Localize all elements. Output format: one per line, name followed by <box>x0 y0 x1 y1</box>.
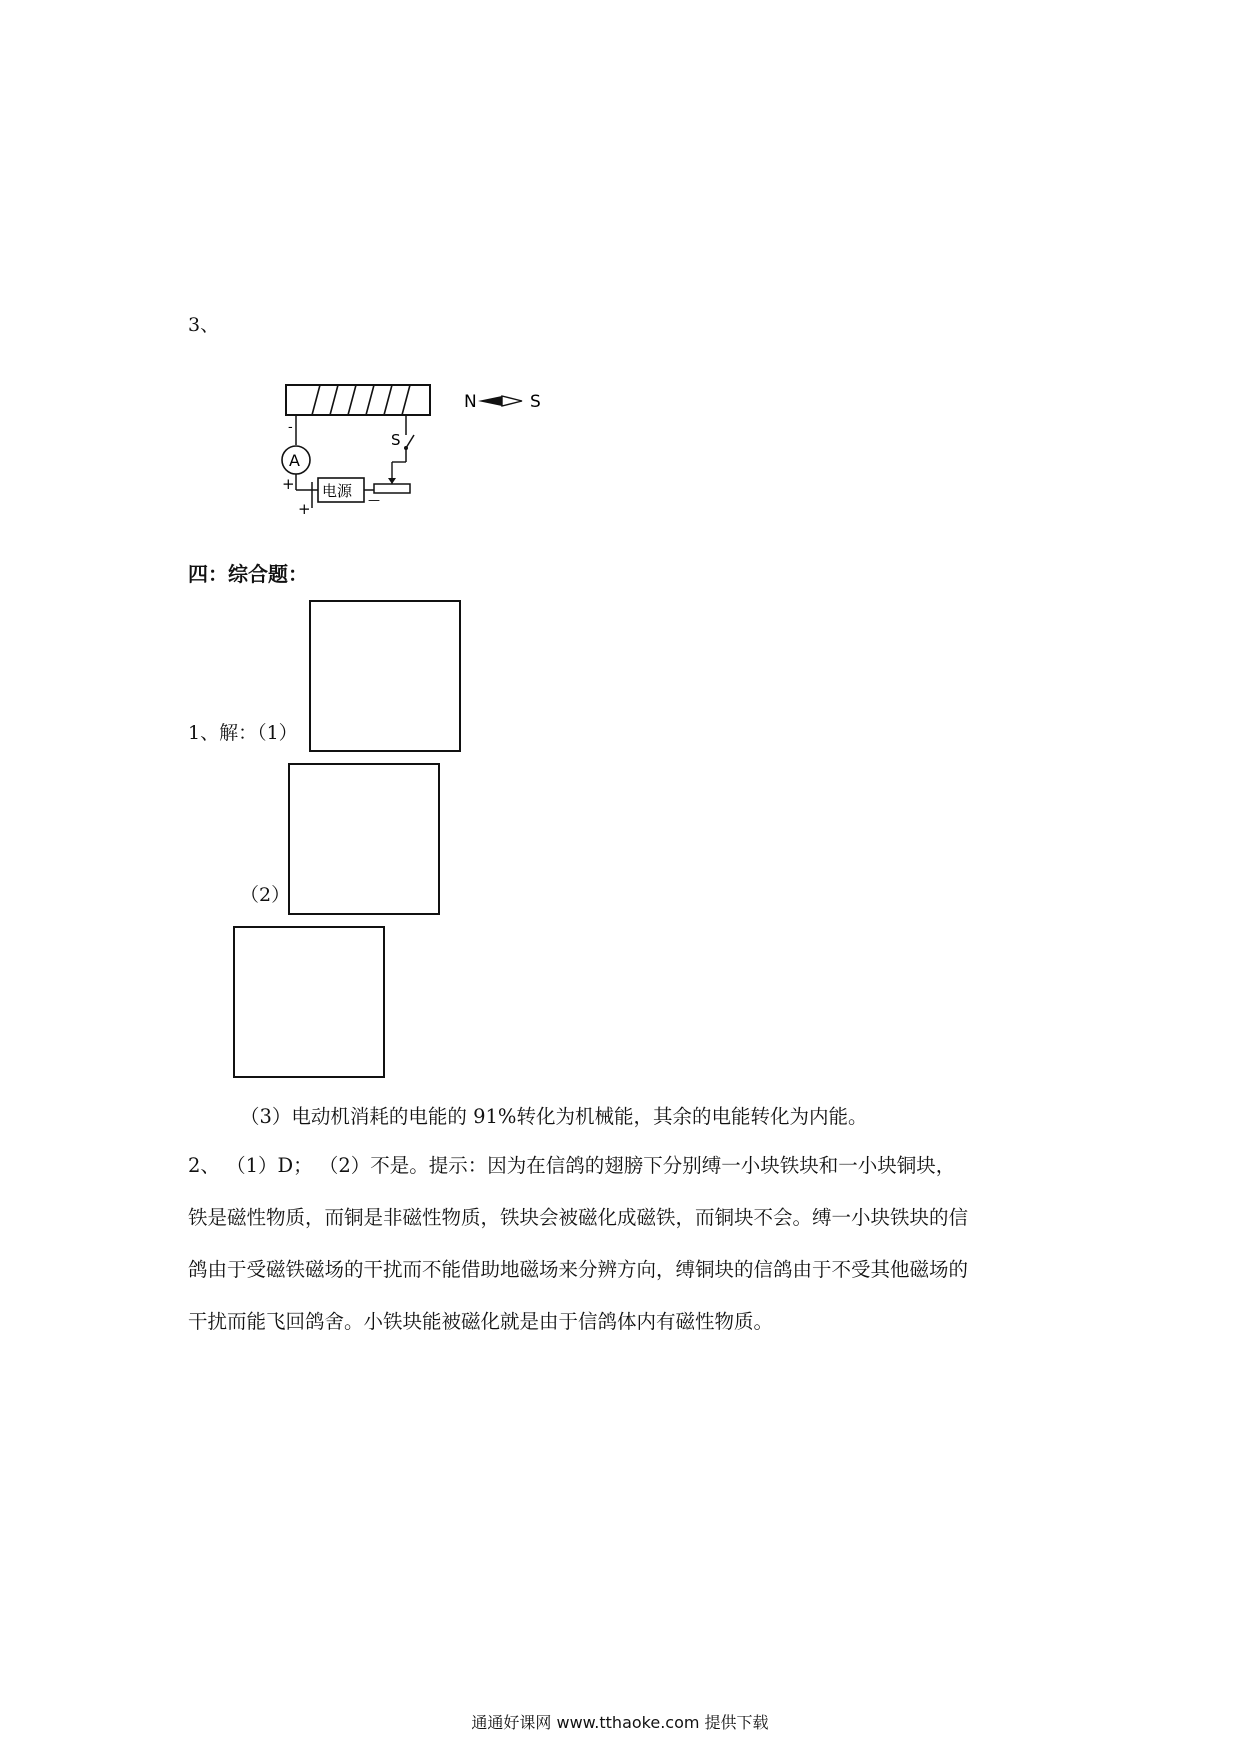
answer-2-paragraph <box>188 1140 1068 1348</box>
rheostat-slider-arrow <box>388 478 396 484</box>
switch-label: S <box>391 431 401 449</box>
rheostat <box>374 484 410 493</box>
compass-needle-north <box>478 396 502 406</box>
electromagnet-circuit-diagram <box>280 380 550 520</box>
compass-needle-south <box>502 396 522 406</box>
ammeter-minus-label: - <box>288 420 293 435</box>
power-plus-label: + <box>298 500 311 518</box>
page-footer: 通通好课网 www.tthaoke.com 提供下载 <box>471 1713 769 1732</box>
ammeter-plus-label: + <box>282 475 295 493</box>
answer-2-line: 干扰而能飞回鸽舍。小铁块能被磁化就是由于信鸽体内有磁性物质。 <box>188 1310 774 1333</box>
question-3-label: 3、 <box>188 314 220 336</box>
compass-n-label: N <box>464 392 477 412</box>
answer-1-part-1: 1、解：（1） <box>188 722 298 744</box>
answer-2-line: 铁是磁性物质，而铜是非磁性物质，铁块会被磁化成磁铁，而铜块不会。缚一小块铁块的信 <box>188 1206 969 1229</box>
compass-s-label: S <box>530 392 541 412</box>
power-supply-label: 电源 <box>322 482 353 500</box>
section-4-title: 四：综合题： <box>188 562 308 586</box>
answer-1-part-3: （3）电动机消耗的电能的 91%转化为机械能，其余的电能转化为内能。 <box>240 1105 868 1128</box>
ammeter-label: A <box>289 451 300 470</box>
answer-2-line: 2、 （1）D； （2）不是。提示：因为在信鸽的翅膀下分别缚一小块铁块和一小块铜块， <box>188 1154 956 1177</box>
switch-blade <box>406 435 414 448</box>
answer-box-2 <box>288 763 440 915</box>
answer-box-1 <box>309 600 461 752</box>
answer-box-3 <box>233 926 385 1078</box>
power-minus-label: — <box>368 493 380 507</box>
answer-2-line: 鸽由于受磁铁磁场的干扰而不能借助地磁场来分辨方向，缚铜块的信鸽由于不受其他磁场的 <box>188 1258 969 1281</box>
coil-windings <box>312 385 410 415</box>
answer-1-part-2: （2） <box>240 884 291 906</box>
